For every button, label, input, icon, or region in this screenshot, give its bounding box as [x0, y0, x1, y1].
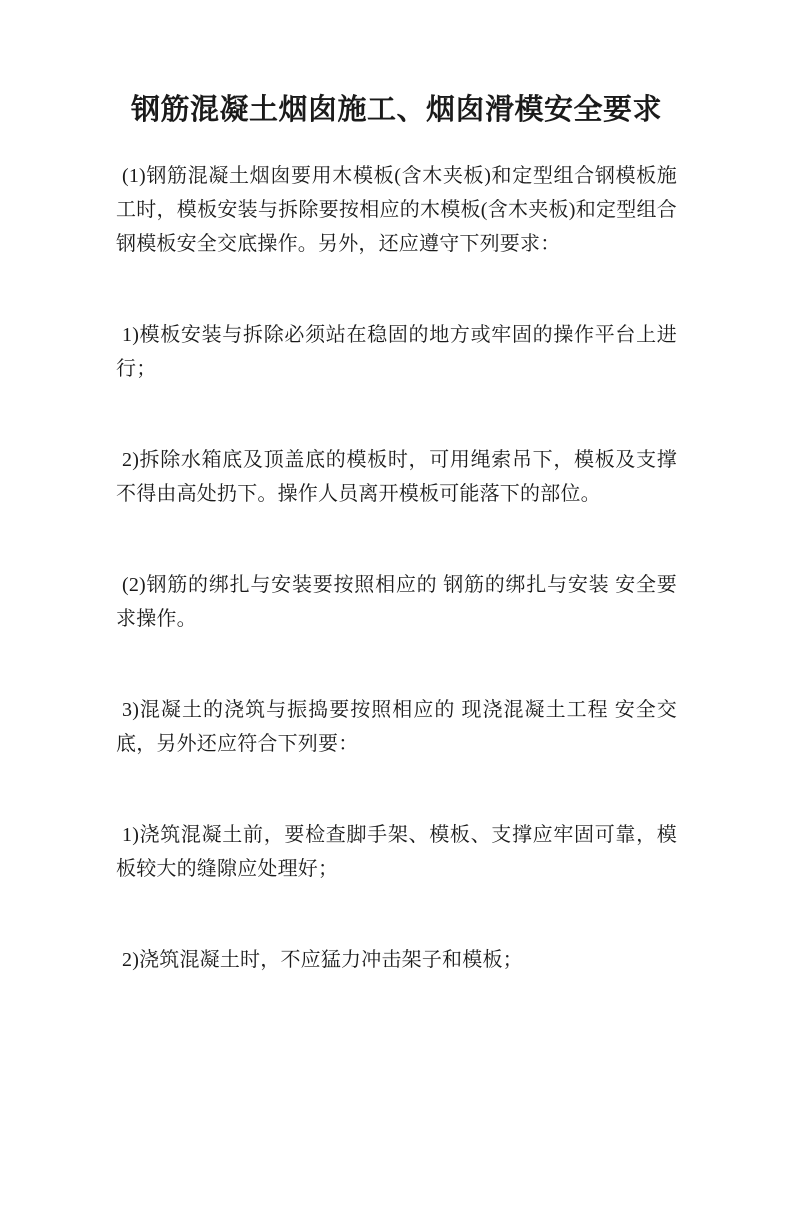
body-paragraph: 1)模板安装与拆除必须站在稳固的地方或牢固的操作平台上进行；	[116, 324, 677, 380]
body-paragraph: 2)浇筑混凝土时，不应猛力冲击架子和模板；	[122, 949, 523, 971]
body-paragraph: (2)钢筋的绑扎与安装要按照相应的 钢筋的绑扎与安装 安全要求操作。	[116, 574, 677, 630]
document-page	[0, 88, 793, 1210]
body-paragraph: 3)混凝土的浇筑与振捣要按照相应的 现浇混凝土工程 安全交底，另外还应符合下列要：	[116, 699, 677, 755]
document-title: 钢筋混凝土烟囱施工、烟囱滑模安全要求	[130, 94, 662, 126]
body-paragraph: (1)钢筋混凝土烟囱要用木模板(含木夹板)和定型组合钢模板施工时，模板安装与拆除要按相应的木模板(含木夹板)和定型组合钢模板安全交底操作。另外，还应遵守下列要求：	[116, 165, 677, 255]
body-paragraph: 1)浇筑混凝土前，要检查脚手架、模板、支撑应牢固可靠，模板较大的缝隙应处理好；	[116, 824, 677, 880]
body-paragraph: 2)拆除水箱底及顶盖底的模板时，可用绳索吊下，模板及支撑不得由高处扔下。操作人员离开模板可能落下的部位。	[116, 449, 677, 505]
